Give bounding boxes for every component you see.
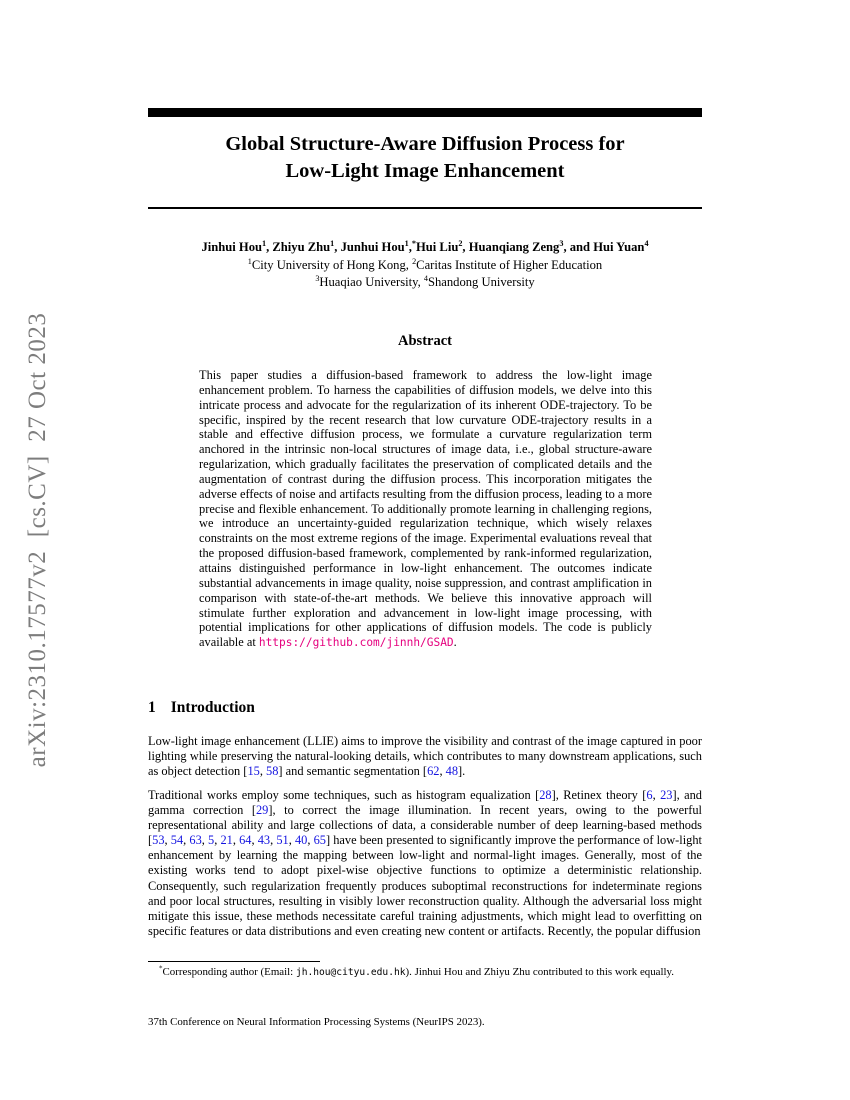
text-segment: , [408,240,412,254]
corresponding-author-footnote [148,966,702,980]
text-segment: , [183,833,190,848]
paper-title [148,131,702,185]
text-segment: This paper studies a diffusion-based framework to address the low-light image enhancement problem. To harness the capabilities of diffusion models, we delve into this intricate process and advocate for the regularization of its inherent ODE-trajectory. To be specific, inspired by the recent research that low curvature ODE-trajectory results in a stable and effective diffusion process, we formulate a curvature regularization term anchored in the intrinsic non-local structures of image data, i.e., global structure-aware regularization, which gradually facilitates the preservation of complicated details and the augmentation of contrast during the diffusion process. This incorporation mitigates the adverse effects of noise and artifacts resulting from the diffusion process, leading to a more precise and flexible enhancement. To additionally promote learning in challenging regions, we introduce an uncertainty-guided regularization technique, which wisely relaxes constraints on the most extreme regions of the image. Experimental evaluations reveal that the proposed diffusion-based framework, complemented by rank-informed regularization, attains distinguished performance in low-light enhancement. The outcomes indicate substantial advancements in image quality, noise suppression, and contrast amplification in comparison with state-of-the-art methods. We believe this innovative approach will stimulate further exploration and advancement in low-light image processing, with potential implications for other applications of diffusion models. The code is publicly available at [199,368,652,650]
citation-link[interactable]: 43 [257,833,271,848]
text-segment: Jinhui Hou [201,240,263,254]
text-segment: Huaqiao University, [319,275,424,289]
superscript: 2 [412,256,417,266]
superscript: 2 [458,238,463,248]
text-segment: Corresponding author (Email: [162,966,296,978]
text-segment: Caritas Institute of Higher Education [416,257,603,272]
text-segment: , [232,833,240,848]
intro-paragraph-2 [148,788,702,939]
citation-link[interactable]: 64 [239,833,252,848]
top-rule-bar [148,108,702,117]
text-segment: ], to correct the image illumination. In recent years, owing to the powerful representational ability and large collections of data, a considerable number of deep learning-based methods [ [148,803,702,848]
citation-link[interactable]: 29 [255,803,269,818]
text-segment: , Huanqiang Zeng [462,240,560,254]
text-segment: ] and semantic segmentation [ [278,764,428,779]
paper-title-line-2: Low-Light Image Enhancement [285,160,565,182]
section-number: 1 [148,699,156,716]
abstract-heading: Abstract [398,333,452,349]
text-segment: ] have been presented to significantly improve the performance of low-light enhancement by learning the mapping between low-light and normal-light images. Generally, most of the existing works tend to adopt pixel-wise objective functions to optimize a deterministic relationship. Consequently, such regularization frequently produces suboptimal reconstructions for indeterminate regions and poor local structures, resulting in visibly lower reconstruction quality. Although the adversarial loss might mitigate this issue, these methods necessitate careful training adjustments, which might lead to overfitting on specific features or data distributions and even creating new content or artifacts. Recently, the popular diffusion [148,833,702,938]
citation-link[interactable]: 48 [445,764,459,779]
citation-link[interactable]: 5 [208,833,215,848]
text-segment: , [652,788,661,802]
text-segment: . [453,635,457,650]
citation-link[interactable]: 62 [427,764,440,779]
author-block [118,239,732,292]
paper-title-line-1: Global Structure-Aware Diffusion Process for [225,133,625,155]
text-segment: Hui Liu [415,240,459,254]
superscript: 3 [559,238,564,248]
text-segment: , Zhiyu Zhu [266,240,331,254]
intro-paragraph-1 [148,734,702,779]
citation-link[interactable]: 51 [276,833,289,848]
citation-link[interactable]: 54 [170,833,184,848]
superscript: 1 [404,238,409,248]
superscript: 1 [247,256,252,266]
citation-link[interactable]: 40 [294,833,308,848]
text-segment: jh.hou@cityu.edu.hk [295,967,406,978]
text-segment: , [214,833,221,848]
citation-link[interactable]: 21 [220,833,233,848]
text-segment: , Junhui Hou [334,240,405,254]
citation-link[interactable]: 63 [189,833,202,848]
text-segment: , [270,833,277,848]
text-segment: ]. [458,764,466,779]
text-segment: City University of Hong Kong, [251,257,413,272]
section-title: Introduction [170,699,255,716]
text-segment: , [439,764,446,779]
arxiv-stamp: arXiv:2310.17577v2 [cs.CV] 27 Oct 2023 [24,312,51,768]
superscript: * [411,238,416,248]
text-segment: Shandong University [427,275,535,289]
citation-link[interactable]: 28 [539,788,552,802]
text-segment: , [164,833,171,848]
text-segment: Low-light image enhancement (LLIE) aims to improve the visibility and contrast of the image captured in poor lighting while preserving the natural-looking details, which contributes to many downstream applications, such as object detection [ [148,734,702,779]
text-segment: , [251,833,258,848]
abstract-text [199,368,652,651]
superscript: 4 [423,273,428,283]
footnote-rule [148,961,320,962]
citation-link[interactable]: 15 [247,764,260,779]
conference-footer: 37th Conference on Neural Information Processing Systems (NeurIPS 2023). [148,1016,485,1028]
text-segment: Traditional works employ some techniques, such as histogram equalization [ [148,788,540,802]
citation-link[interactable]: 6 [646,788,653,802]
affiliation-line-2 [118,274,732,292]
text-segment: , [259,764,267,779]
section-heading-introduction [148,699,255,717]
citation-link[interactable]: 58 [266,764,279,779]
superscript: 4 [644,238,649,248]
superscript: * [159,964,163,973]
text-segment: , [288,833,295,848]
author-names [118,239,732,257]
text-segment: , [307,833,314,848]
superscript: 3 [315,273,320,283]
text-segment: ], Retinex theory [ [551,788,647,802]
text-segment: , [201,833,209,848]
citation-link[interactable]: 53 [152,833,165,848]
text-segment: , and Hui Yuan [563,240,645,254]
citation-link[interactable]: 23 [660,788,673,802]
text-segment: ). Jinhui Hou and Zhiyu Zhu contributed to this work equally. [405,966,675,978]
url-link[interactable]: https://github.com/jinnh/GSAD [258,636,454,650]
citation-link[interactable]: 65 [313,833,326,848]
title-rule [148,207,702,209]
superscript: 1 [262,238,267,248]
affiliation-line-1 [118,257,732,275]
superscript: 1 [330,238,335,248]
text-segment: ], and gamma correction [ [148,788,703,818]
